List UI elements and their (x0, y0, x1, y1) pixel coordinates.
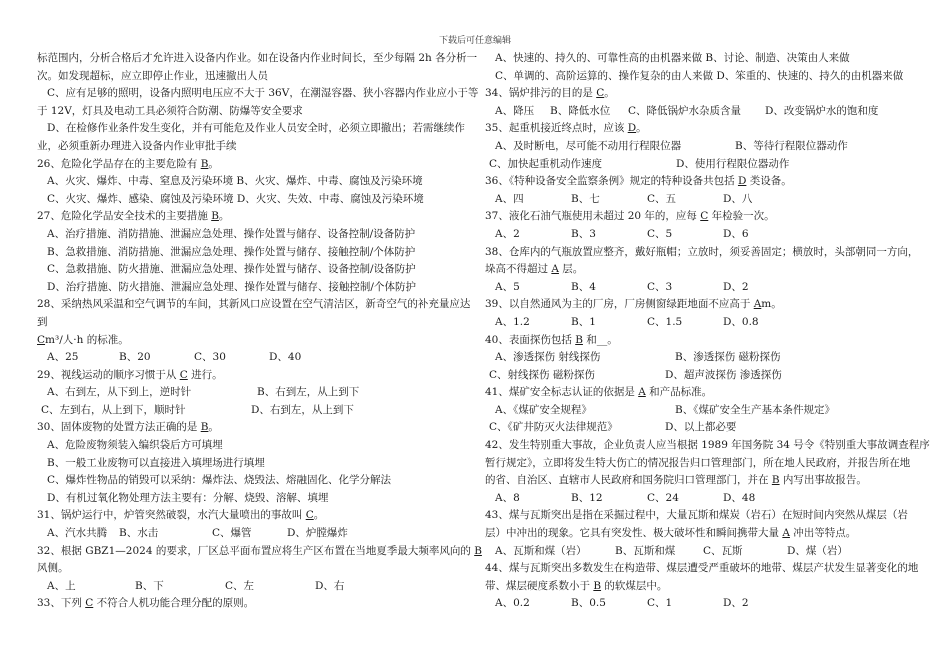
line-text-end: 年检验一次。 (708, 210, 775, 223)
answer-option: C、1 (647, 597, 673, 610)
text-line (485, 261, 917, 279)
text-line (485, 560, 917, 578)
line-text: D、治疗措施、防火措施、泄漏应急处理、操作处置与储存、接触控制/个体防护 (47, 280, 416, 293)
answer-key: B (200, 421, 209, 434)
line-text-end: 不符合人机功能合理分配的原则。 (93, 597, 255, 610)
answer-option: B、20 (119, 351, 151, 364)
line-text: A、快速的、持久的、可靠性高的由机器来做 B、讨论、制造、决策由人来做 (495, 52, 850, 64)
line-text: 34、锅炉排污的目的是 (485, 87, 597, 100)
answer-key: C (37, 333, 46, 346)
answer-option: A、瓦斯和煤（岩） (495, 544, 587, 557)
text-line (485, 191, 917, 209)
text-line (485, 279, 917, 297)
line-text: 到 (37, 315, 48, 328)
line-text: A、火灾、爆炸、中毒、窒息及污染环境 B、火灾、爆炸、中毒、腐蚀及污染环境 (47, 175, 423, 188)
page-header: 下载后可任意编辑 (438, 36, 511, 46)
answer-option: D、右到左，从上到下 (251, 403, 354, 416)
line-text: B、急救措施、消防措施、泄漏应急处理、操作处置与储存、接触控制/个体防护 (47, 245, 416, 258)
text-line (37, 226, 467, 244)
line-text-end: 进行。 (187, 368, 223, 381)
answer-key: A (753, 298, 762, 311)
answer-option: D、40 (269, 351, 302, 364)
line-text: 44、煤与瓦斯突出多数发生在构造带、煤层遭受严重破坏的地带、煤层产状发生显著变化的地 (485, 562, 919, 575)
answer-option: A、25 (47, 351, 79, 364)
line-text: C、爆炸性物品的销毁可以采纳：爆炸法、烧毁法、熔融固化、化学分解法 (47, 474, 392, 487)
answer-key: B (474, 544, 482, 557)
answer-key: C (700, 210, 709, 223)
answer-key: B (593, 579, 602, 592)
answer-key: C (305, 509, 314, 522)
line-text-end: 。 (218, 210, 230, 223)
text-line (37, 296, 471, 314)
text-line (37, 50, 478, 68)
text-line (37, 455, 467, 473)
line-text-end: 类设备。 (746, 175, 792, 188)
answer-option: D、右 (315, 579, 345, 592)
answer-key: A (551, 263, 559, 276)
answer-option: D、6 (723, 227, 749, 240)
text-line (485, 455, 917, 473)
text-line (485, 208, 917, 226)
text-line (37, 349, 467, 367)
answer-option: D、0.8 (723, 315, 759, 328)
text-line (485, 349, 917, 367)
text-line (485, 226, 917, 244)
text-line (485, 173, 917, 191)
answer-option: C、降低锅炉水杂质含量 (628, 104, 742, 117)
answer-key: B (575, 333, 583, 346)
answer-option: A、右到左，从下到上，逆时针 (47, 386, 192, 399)
text-line (485, 437, 930, 455)
line-text: 暂行规定》，立即将发生特大伤亡的情况报告归口管理部门，所在地人民政府，并报告所在地 (485, 456, 911, 469)
text-line (37, 332, 467, 350)
answer-option: B、七 (571, 192, 600, 205)
text-line (37, 472, 467, 490)
text-line (485, 138, 917, 156)
text-line (37, 525, 467, 543)
left-column (37, 50, 482, 613)
text-line (37, 279, 467, 297)
line-text: 42、发生特别重大事故，企业负责人应当根据 1989 年国务院 34 号令《特别重大事故调查程序 (485, 439, 930, 452)
text-line (485, 367, 917, 385)
text-line (37, 208, 467, 226)
answer-option: C、3 (647, 280, 673, 293)
answer-option: B、3 (571, 227, 596, 240)
text-line (37, 138, 467, 156)
text-line (37, 595, 467, 613)
line-text: 28、采纳热风采温和空气调节的车间，其新风口应设置在空气清洁区，新奇空气的补充量应达 (37, 298, 471, 311)
text-line (485, 507, 917, 525)
line-text: 30、固体废物的处置方法正确的是 (37, 421, 201, 434)
text-line (485, 50, 917, 68)
text-line (37, 314, 467, 332)
answer-option: C、5 (647, 227, 673, 240)
text-line (485, 103, 917, 121)
answer-option: A、降压 (495, 104, 535, 117)
line-text: 39、以自然通风为主的厂房，厂房侧窗绿距地面不应高于 (485, 298, 754, 311)
line-text-end: 。 (604, 87, 615, 100)
line-text: 层）中冲出的现象。它具有突发性、极大破坏性和瞬间携带大量 (485, 527, 783, 540)
text-line (485, 402, 917, 420)
line-text: 41、煤矿安全标志认证的依据是 (485, 386, 639, 399)
answer-option: D、2 (723, 280, 749, 293)
text-line (485, 244, 917, 262)
line-text: A、治疗措施、消防措施、泄漏应急处理、操作处置与储存、设备控制/设备防护 (47, 227, 416, 240)
text-line (37, 261, 467, 279)
line-text: 33、下列 (37, 597, 86, 610)
text-line (485, 384, 917, 402)
answer-option: B、4 (571, 280, 596, 293)
line-text: 32、根据 GBZ1—2024 的要求，厂区总平面布置应将生产区布置在当地夏季最大频率风向的 (37, 544, 475, 557)
answer-option: A、0.2 (495, 597, 530, 610)
line-text: B、一般工业废物可以直接进入填埋场进行填埋 (47, 456, 265, 469)
answer-option: A、2 (495, 227, 520, 240)
line-text: 风侧。 (37, 562, 69, 575)
text-line (37, 120, 467, 138)
answer-option: A、5 (495, 280, 520, 293)
text-line (37, 191, 467, 209)
answer-key: A (782, 527, 790, 540)
line-text: A、危险废物须装入编织袋后方可填埋 (47, 439, 223, 452)
answer-option: B、0.5 (571, 597, 606, 610)
line-text: 次。如发现超标，应立即停止作业，迅速撤出人员 (37, 69, 268, 82)
text-line (37, 244, 467, 262)
text-line (485, 314, 917, 332)
answer-option: C、《矿井防灭火法律规范》 (489, 421, 618, 434)
line-text-end: m。 (761, 298, 782, 311)
line-text: C、火灾、爆炸、感染、腐蚀及污染环境 D、火灾、失效、中毒、腐蚀及污染环境 (47, 192, 424, 205)
text-line (485, 419, 917, 437)
answer-option: B、右到左，从上到下 (257, 386, 360, 399)
text-line (37, 490, 467, 508)
line-text-end: 冲出等特点。 (789, 527, 857, 540)
line-text: C、急救措施、防火措施、泄漏应急处理、操作处置与储存、设备控制/设备防护 (47, 263, 416, 276)
text-line (37, 156, 467, 174)
text-line (37, 402, 467, 420)
line-text: 43、煤与瓦斯突出是指在采掘过程中，大量瓦斯和煤炭（岩石）在短时间内突然从煤层（岩 (485, 509, 908, 522)
answer-option: A、四 (495, 192, 524, 205)
line-text: 35、起重机接近终点时，应该 (485, 122, 628, 135)
text-line (485, 543, 917, 561)
answer-option: D、改变锅炉水的饱和度 (765, 104, 879, 117)
answer-option: D、使用行程限位器动作 (676, 157, 790, 170)
line-text-end: 和__。 (582, 333, 618, 346)
line-text-end: 。 (636, 122, 647, 135)
line-text: 于 12V，灯具及电动工具必须符合防潮、防爆等安全要求 (37, 104, 303, 117)
answer-key: B (211, 210, 219, 223)
line-text: 29、视线运动的顺序习惯于从 (37, 368, 180, 381)
right-column (485, 50, 930, 613)
text-line (37, 173, 467, 191)
line-text: D、在检修作业条件发生变化，并有可能危及作业人员安全时，必须立即撤出；若需继续作 (47, 122, 465, 135)
text-line (37, 419, 467, 437)
answer-option: C、左 (225, 579, 255, 592)
text-line (485, 120, 917, 138)
answer-key: C (179, 368, 188, 381)
text-line (485, 68, 917, 86)
answer-option: B、降低水位 (550, 104, 611, 117)
answer-option: C、1.5 (647, 315, 683, 328)
answer-option: C、30 (194, 351, 226, 364)
text-line (37, 367, 467, 385)
answer-option: C、24 (647, 491, 679, 504)
line-text-end: 的软煤层中。 (601, 579, 668, 592)
answer-option: D、煤（岩） (787, 544, 848, 557)
answer-key: D (627, 122, 637, 135)
answer-option: A、汽水共腾 (47, 527, 108, 540)
answer-option: A、《煤矿安全规程》 (495, 403, 592, 416)
line-text: C、应有足够的照明，设备内照明电压应不大于 36V，在潮湿容器、狭小容器内作业应小于等 (47, 87, 479, 100)
line-text: C、单调的、高阶运算的、操作复杂的由人来做 D、笨重的、快速的、持久的由机器来做 (495, 69, 904, 82)
text-line (37, 437, 467, 455)
text-line (37, 543, 482, 561)
answer-option: D、炉膛爆炸 (287, 527, 348, 540)
answer-option: B、等待行程限位器动作 (735, 139, 848, 152)
line-text-end: 和产品标准。 (645, 386, 713, 399)
answer-option: B、水击 (119, 527, 159, 540)
answer-option: C、五 (647, 192, 677, 205)
answer-option: B、《煤矿安全生产基本条件规定》 (675, 403, 835, 416)
answer-option: A、上 (47, 579, 76, 592)
answer-option: D、48 (723, 491, 756, 504)
line-text-end: 层。 (558, 263, 584, 276)
answer-option: C、爆管 (212, 527, 252, 540)
text-line (485, 490, 917, 508)
answer-option: D、八 (723, 192, 753, 205)
answer-key: B (771, 474, 780, 487)
text-line (485, 578, 917, 596)
line-text: 的省、自治区、直辖市人民政府和国务院归口管理部门，并在 (485, 474, 772, 487)
answer-key: C (596, 87, 605, 100)
answer-option: A、1.2 (495, 315, 530, 328)
line-text: 垛高不得超过 (485, 263, 552, 276)
line-text: D、有机过氧化物处理方法主要有：分解、烧毁、溶解、填埋 (47, 491, 329, 504)
text-line (485, 472, 917, 490)
text-line (37, 560, 467, 578)
line-text: 38、仓库内的气瓶放置应整齐，戴好瓶帽；立放时，须妥善固定；横放时，头部朝同一方向， (485, 245, 919, 258)
text-line (485, 85, 917, 103)
answer-key: D (737, 175, 747, 188)
line-text: 36、《特种设备安全监察条例》规定的特种设备共包括 (485, 175, 738, 188)
text-line (37, 578, 467, 596)
answer-option: C、加快起重机动作速度 (489, 157, 603, 170)
answer-option: B、渗透探伤 磁粉探伤 (675, 351, 781, 364)
answer-key: A (638, 386, 646, 399)
answer-option: D、以上都必要 (665, 421, 737, 434)
text-line (37, 85, 479, 103)
text-line (37, 68, 467, 86)
text-line (485, 296, 917, 314)
answer-option: B、12 (571, 491, 603, 504)
line-text: 40、表面探伤包括 (485, 333, 576, 346)
line-text-end: 。 (208, 421, 219, 434)
answer-option: B、瓦斯和煤 (615, 544, 676, 557)
answer-option: C、瓦斯 (703, 544, 743, 557)
line-text-end: 。 (208, 157, 219, 170)
text-line (37, 384, 467, 402)
line-text: 带、煤层硬度系数小于 (485, 579, 594, 592)
line-text: 标范围内，分析合格后才允许进入设备内作业。如在设备内作业时间长，至少每隔 2h 各分析一 (37, 52, 478, 64)
text-line (485, 332, 917, 350)
answer-option: A、8 (495, 491, 520, 504)
answer-key: C (85, 597, 94, 610)
line-text: 31、锅炉运行中，炉管突然破裂，水汽大量喷出的事故叫 (37, 509, 306, 522)
answer-key: B (200, 157, 209, 170)
text-line (485, 156, 917, 174)
answer-option: A、渗透探伤 射线探伤 (495, 351, 601, 364)
line-text-end: 内写出事故报告。 (779, 474, 867, 487)
line-text: 业，必须重新办理进入设备内作业审批手续 (37, 139, 237, 152)
answer-option: C、左到右，从上到下，顺时针 (41, 403, 186, 416)
line-text: 26、危险化学品存在的主要危险有 (37, 157, 201, 170)
answer-option: D、2 (723, 597, 749, 610)
text-line (37, 507, 467, 525)
answer-option: C、射线探伤 磁粉探伤 (489, 368, 595, 381)
line-text: 27、危险化学品安全技术的主要措施 (37, 210, 212, 223)
line-text-end: m³/人·h 的标准。 (45, 333, 129, 346)
text-line (485, 525, 917, 543)
text-line (37, 103, 467, 121)
line-text: 37、液化石油气瓶使用未超过 20 年的，应每 (485, 210, 701, 223)
answer-option: B、下 (135, 579, 164, 592)
text-line (485, 595, 917, 613)
answer-option: D、超声波探伤 渗透探伤 (665, 368, 782, 381)
line-text-end: 。 (313, 509, 325, 522)
answer-option: B、1 (571, 315, 596, 328)
answer-option: A、及时断电，尽可能不动用行程限位器 (495, 139, 682, 152)
